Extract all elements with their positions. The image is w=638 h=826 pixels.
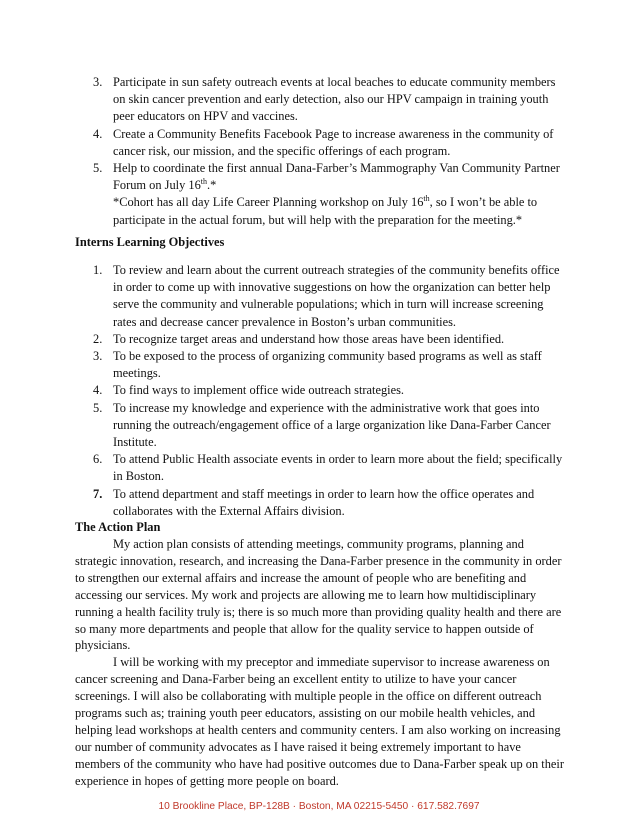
list-number: 5. (93, 161, 103, 176)
list-text: To find ways to implement office wide outreach strategies. (113, 383, 405, 398)
list-number: 4. (93, 126, 103, 141)
list-text: Help to coordinate the first annual Dana-Farber’s Mammography Van Community Partner Forum on July 16th.* (113, 161, 560, 193)
action-plan-heading: The Action Plan (75, 520, 161, 534)
list-item (75, 126, 565, 160)
list-text: Participate in sun safety outreach events at local beaches to educate community members on skin cancer prevention and early detection, also our HPV campaign in training youth peer educators on HPV and vaccines. (113, 75, 556, 124)
list-number: 3. (93, 349, 103, 364)
objectives-list (75, 262, 565, 520)
action-plan-paragraph: I will be working with my preceptor and immediate supervisor to increase awareness on cancer screening and Dana-Farber being an excellent entity to utilize to have your cancer screenings. I will also be collaborating with multiple people in the office on different outreach programs such as; training youth peer educators, assisting on our mobile health vehicles, and helping lead workshops at health centers and community centers. I am also working on increasing our number of community advocates as I have raised it being extremely important to have members of the community who have had positive outcomes due to Dana-Farber speak up on their experience in hopes of getting more people on board. (75, 655, 564, 788)
list-item (75, 160, 565, 229)
list-item (75, 74, 565, 126)
list-note: *Cohort has all day Life Career Planning workshop on July 16th, so I won’t be able to participate in the actual forum, but will help with the preparation for the meeting.* (113, 194, 538, 227)
objectives-heading: Interns Learning Objectives (75, 235, 225, 249)
footer-address: 10 Brookline Place, BP-128B · Boston, MA 02215-5450 · 617.582.7697 (158, 801, 480, 812)
list-number: 3. (93, 75, 103, 89)
list-text: To attend department and staff meetings in order to learn how the office operates and collaborates with the External Affairs division. (113, 486, 535, 518)
list-number: 5. (93, 400, 103, 415)
list-item (75, 451, 565, 485)
list-number: 6. (93, 452, 103, 467)
list-item (75, 400, 565, 452)
list-item (75, 331, 565, 348)
action-plan-body (75, 536, 565, 790)
list-text: Create a Community Benefits Facebook Page to increase awareness in the community of cancer risk, our mission, and the specific offerings of each program. (113, 126, 554, 158)
list-number: 1. (93, 263, 103, 277)
continued-list (75, 74, 565, 229)
list-item (75, 348, 565, 382)
list-item (75, 262, 565, 331)
list-number: 4. (93, 383, 103, 398)
list-text: To be exposed to the process of organizing community based programs as well as staff meetings. (113, 349, 542, 381)
list-text: To recognize target areas and understand how those areas have been identified. (113, 331, 505, 346)
list-text: To increase my knowledge and experience with the administrative work that goes into running the outreach/engagement office of a large organization like Dana-Farber Cancer Institute. (113, 400, 551, 450)
list-text: To review and learn about the current outreach strategies of the community benefits office in order to come up with innovative suggestions on how the organization can better help serve the community and vulnerable populations; which in turn will increase screening rates and decrease cancer prevalence in Boston’s urban communities. (113, 263, 560, 329)
list-item (75, 486, 565, 520)
action-plan-paragraph: My action plan consists of attending meetings, community programs, planning and strategic innovation, research, and increasing the Dana-Farber presence in the community in order to strengthen our external affairs and increase the amount of people who are benefiting and accessing our services. My work and projects are allowing me to learn how multidisciplinary running a health facility truly is; there is so much more than providing quality health and there are so many more departments and people that allow for the quality service to happen outside of physicians. (75, 537, 562, 653)
list-number: 7. (93, 486, 103, 501)
list-item (75, 382, 565, 399)
list-text: To attend Public Health associate events in order to learn more about the field; specifically in Boston. (113, 452, 563, 484)
list-number: 2. (93, 331, 103, 346)
